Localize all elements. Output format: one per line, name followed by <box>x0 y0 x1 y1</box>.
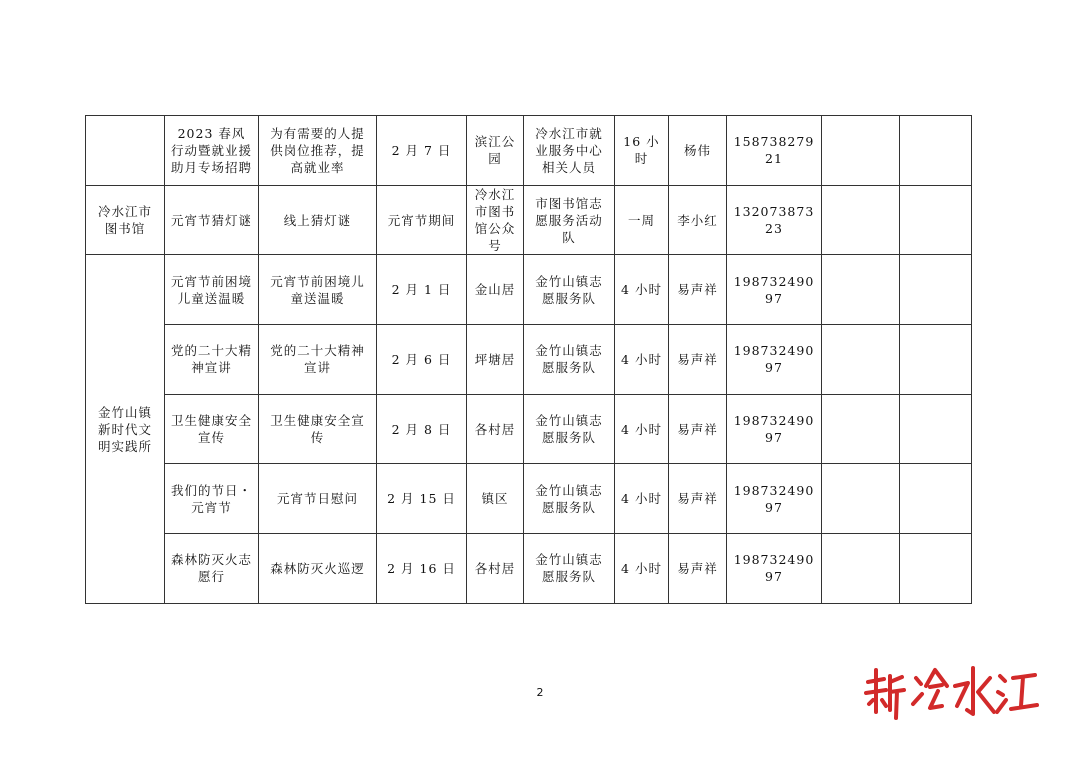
cell-phone: 13207387323 <box>727 185 822 255</box>
cell-participants: 市图书馆志愿服务活动队 <box>524 185 615 255</box>
cell-participants: 金竹山镇志愿服务队 <box>524 325 615 395</box>
cell-content: 党的二十大精神宣讲 <box>259 325 377 395</box>
cell-activity: 党的二十大精神宣讲 <box>165 325 259 395</box>
page-number: 2 <box>536 686 544 699</box>
cell-phone: 19873249097 <box>727 464 822 534</box>
cell-content: 卫生健康安全宣传 <box>259 394 377 464</box>
cell-content: 森林防灭火巡逻 <box>259 534 377 604</box>
cell-contact: 易声祥 <box>669 534 727 604</box>
cell-date: 2 月 8 日 <box>377 394 467 464</box>
cell-blank <box>822 185 900 255</box>
cell-contact: 易声祥 <box>669 464 727 534</box>
cell-participants: 冷水江市就业服务中心相关人员 <box>524 116 615 186</box>
cell-duration: 一周 <box>615 185 669 255</box>
cell-activity: 卫生健康安全宣传 <box>165 394 259 464</box>
cell-content: 元宵节前困境儿童送温暖 <box>259 255 377 325</box>
cell-place: 各村居 <box>467 534 524 604</box>
cell-date: 元宵节期间 <box>377 185 467 255</box>
cell-activity: 我们的节日・元宵节 <box>165 464 259 534</box>
cell-participants: 金竹山镇志愿服务队 <box>524 255 615 325</box>
cell-date: 2 月 1 日 <box>377 255 467 325</box>
cell-place: 冷水江市图书馆公众号 <box>467 185 524 255</box>
table-row <box>86 394 972 464</box>
cell-blank <box>900 255 972 325</box>
watermark-logo <box>860 660 1040 730</box>
table-row <box>86 325 972 395</box>
cell-activity: 森林防灭火志愿行 <box>165 534 259 604</box>
cell-contact: 易声祥 <box>669 255 727 325</box>
cell-blank <box>900 325 972 395</box>
cell-organizer: 冷水江市图书馆 <box>86 185 165 255</box>
cell-date: 2 月 7 日 <box>377 116 467 186</box>
cell-blank <box>900 185 972 255</box>
cell-organizer: 金竹山镇新时代文明实践所 <box>86 255 165 603</box>
cell-duration: 16 小时 <box>615 116 669 186</box>
table-row <box>86 185 972 255</box>
cell-duration: 4 小时 <box>615 464 669 534</box>
cell-organizer <box>86 116 165 186</box>
cell-date: 2 月 15 日 <box>377 464 467 534</box>
cell-phone: 19873249097 <box>727 325 822 395</box>
table-row <box>86 116 972 186</box>
cell-place: 金山居 <box>467 255 524 325</box>
cell-activity: 元宵节猜灯谜 <box>165 185 259 255</box>
cell-phone: 19873249097 <box>727 394 822 464</box>
cell-contact: 易声祥 <box>669 325 727 395</box>
cell-blank <box>822 325 900 395</box>
activity-schedule-table <box>85 115 972 604</box>
cell-duration: 4 小时 <box>615 325 669 395</box>
cell-date: 2 月 16 日 <box>377 534 467 604</box>
cell-duration: 4 小时 <box>615 255 669 325</box>
cell-blank <box>900 116 972 186</box>
cell-duration: 4 小时 <box>615 394 669 464</box>
cell-blank <box>822 394 900 464</box>
cell-activity: 元宵节前困境儿童送温暖 <box>165 255 259 325</box>
cell-participants: 金竹山镇志愿服务队 <box>524 464 615 534</box>
cell-blank <box>822 464 900 534</box>
cell-place: 各村居 <box>467 394 524 464</box>
table-row <box>86 464 972 534</box>
cell-content: 为有需要的人提供岗位推荐，提高就业率 <box>259 116 377 186</box>
cell-phone: 15873827921 <box>727 116 822 186</box>
cell-phone: 19873249097 <box>727 255 822 325</box>
cell-place: 镇区 <box>467 464 524 534</box>
cell-contact: 李小红 <box>669 185 727 255</box>
cell-blank <box>900 394 972 464</box>
cell-blank <box>822 534 900 604</box>
cell-phone: 19873249097 <box>727 534 822 604</box>
cell-participants: 金竹山镇志愿服务队 <box>524 534 615 604</box>
cell-contact: 杨伟 <box>669 116 727 186</box>
cell-place: 滨江公园 <box>467 116 524 186</box>
cell-content: 元宵节日慰问 <box>259 464 377 534</box>
cell-place: 坪塘居 <box>467 325 524 395</box>
cell-blank <box>900 534 972 604</box>
table-row <box>86 255 972 325</box>
table-row <box>86 534 972 604</box>
cell-contact: 易声祥 <box>669 394 727 464</box>
cell-blank <box>822 255 900 325</box>
cell-participants: 金竹山镇志愿服务队 <box>524 394 615 464</box>
cell-blank <box>900 464 972 534</box>
cell-activity: 2023 春风行动暨就业援助月专场招聘 <box>165 116 259 186</box>
cell-blank <box>822 116 900 186</box>
cell-date: 2 月 6 日 <box>377 325 467 395</box>
cell-duration: 4 小时 <box>615 534 669 604</box>
cell-content: 线上猜灯谜 <box>259 185 377 255</box>
